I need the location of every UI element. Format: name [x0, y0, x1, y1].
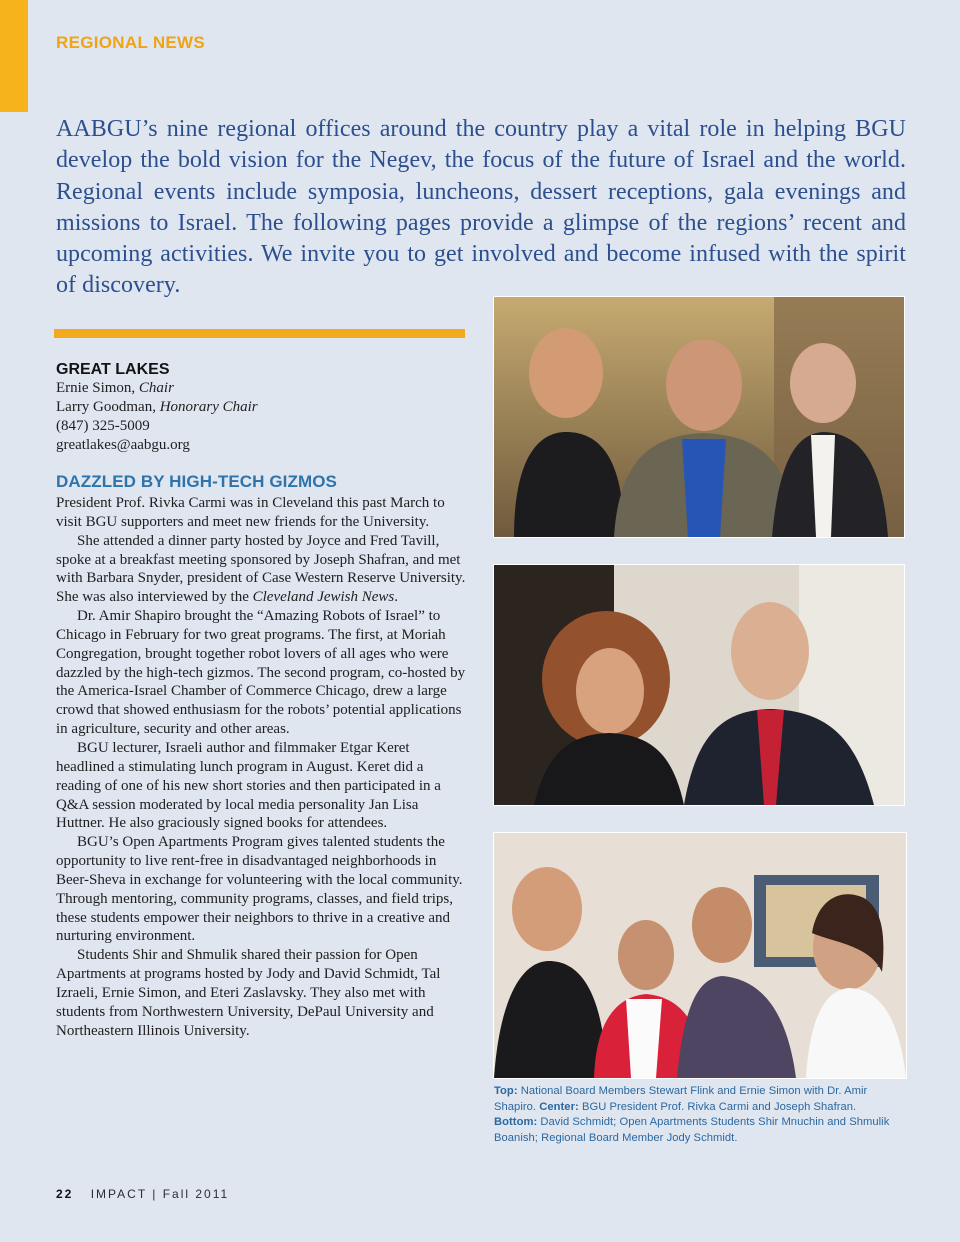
phone-number: (847) 325-5009	[56, 418, 150, 434]
article-headline: DAZZLED BY HIGH-TECH GIZMOS	[56, 472, 337, 491]
section-label: REGIONAL NEWS	[56, 33, 206, 52]
center-photo	[493, 564, 905, 806]
intro-paragraph: AABGU’s nine regional offices around the country play a vital role in helping BGU develop the bold vision for the Negev, the focus of the future of Israel and the world. Regional events include symposia, luncheons, dessert receptions, gala evenings and missions to Israel. The following pages provide a glimpse of the regions’ recent and upcoming activities. We invite you to get involved and become infused with the spirit of discovery.	[56, 116, 906, 299]
article-paragraph: President Prof. Rivka Carmi was in Cleveland this past March to visit BGU supporters and meet new friends for the University.	[56, 495, 445, 530]
caption-bottom-text: David Schmidt; Open Apartments Students Shir Mnuchin and Shmulik Boanish; Regional Board Member Jody Schmidt.	[494, 1116, 890, 1145]
page-number: 22	[56, 1187, 74, 1201]
article-paragraph	[56, 532, 467, 607]
caption-center-label: Center:	[539, 1100, 579, 1113]
article-body	[56, 494, 467, 1040]
caption-top-label: Top:	[494, 1085, 518, 1097]
article-paragraph: Students Shir and Shmulik shared their passion for Open Apartments at programs hosted by Jody and David Schmidt, Tal Izraeli, Ernie Simon, and Eteri Zaslavsky. They also met with students from Northwestern University, DePaul University and Northeastern Illinois University.	[56, 947, 441, 1039]
center-photo-image	[494, 565, 904, 805]
orange-accent-bar	[0, 0, 28, 112]
bottom-photo-image	[494, 833, 906, 1078]
honorary-chair-role: Honorary Chair	[159, 399, 258, 415]
region-title: GREAT LAKES	[56, 361, 170, 378]
caption-center-text: BGU President Prof. Rivka Carmi and Joseph Shafran.	[581, 1100, 857, 1113]
article-paragraph: BGU lecturer, Israeli author and filmmaker Etgar Keret headlined a stimulating lunch program in August. Keret did a reading of one of his new short stories and then participated in a Q&A session moderated by local media personality Jan Lisa Huttner. He also graciously signed books for attendees.	[56, 739, 441, 832]
page-footer	[56, 1187, 229, 1201]
photo-caption	[494, 1084, 904, 1147]
top-photo-image	[494, 297, 904, 537]
newspaper-title: Cleveland Jewish News	[252, 589, 395, 606]
chair-line	[56, 379, 466, 398]
article-paragraph: BGU’s Open Apartments Program gives talented students the opportunity to live rent-free in disadvantaged neighborhoods in Beer-Sheva in exchange for volunteering with the local community. Through mentoring, community programs, classes, and field trips, these students empower their neighbors to thrive in a creative and nurturing environment.	[56, 834, 463, 945]
bottom-photo	[493, 832, 907, 1079]
article-paragraph-end: .	[394, 589, 399, 606]
caption-bottom-label: Bottom:	[494, 1116, 538, 1129]
honorary-chair-name: Larry Goodman,	[56, 399, 156, 415]
caption-top-text: National Board Members Stewart Flink and Ernie Simon with Dr. Amir Shapiro.	[494, 1085, 868, 1113]
publication-name: IMPACT | Fall 2011	[90, 1187, 230, 1201]
region-contact-block	[56, 360, 466, 455]
section-divider	[54, 329, 465, 338]
chair-role: Chair	[138, 380, 174, 396]
article-paragraph: Dr. Amir Shapiro brought the “Amazing Robots of Israel” to Chicago in February for two great programs. The first, at Moriah Congregation, brought together robot lovers of all ages who were dazzled by the high-tech gizmos. The second program, co-hosted by the America-Israel Chamber of Commerce Chicago, drew a large crowd that showed enthusiasm for the robots’ potential applications in agriculture, security and other areas.	[56, 608, 466, 738]
top-photo	[493, 296, 905, 538]
article-paragraph-text: She attended a dinner party hosted by Joyce and Fred Tavill, spoke at a breakfast meeting sponsored by Joseph Shafran, and met with Barbara Snyder, president of Case Western Reserve University. She was also interviewed by the	[56, 532, 466, 606]
email-address: greatlakes@aabgu.org	[56, 437, 190, 453]
chair-name: Ernie Simon,	[56, 380, 136, 396]
honorary-chair-line	[56, 398, 466, 417]
